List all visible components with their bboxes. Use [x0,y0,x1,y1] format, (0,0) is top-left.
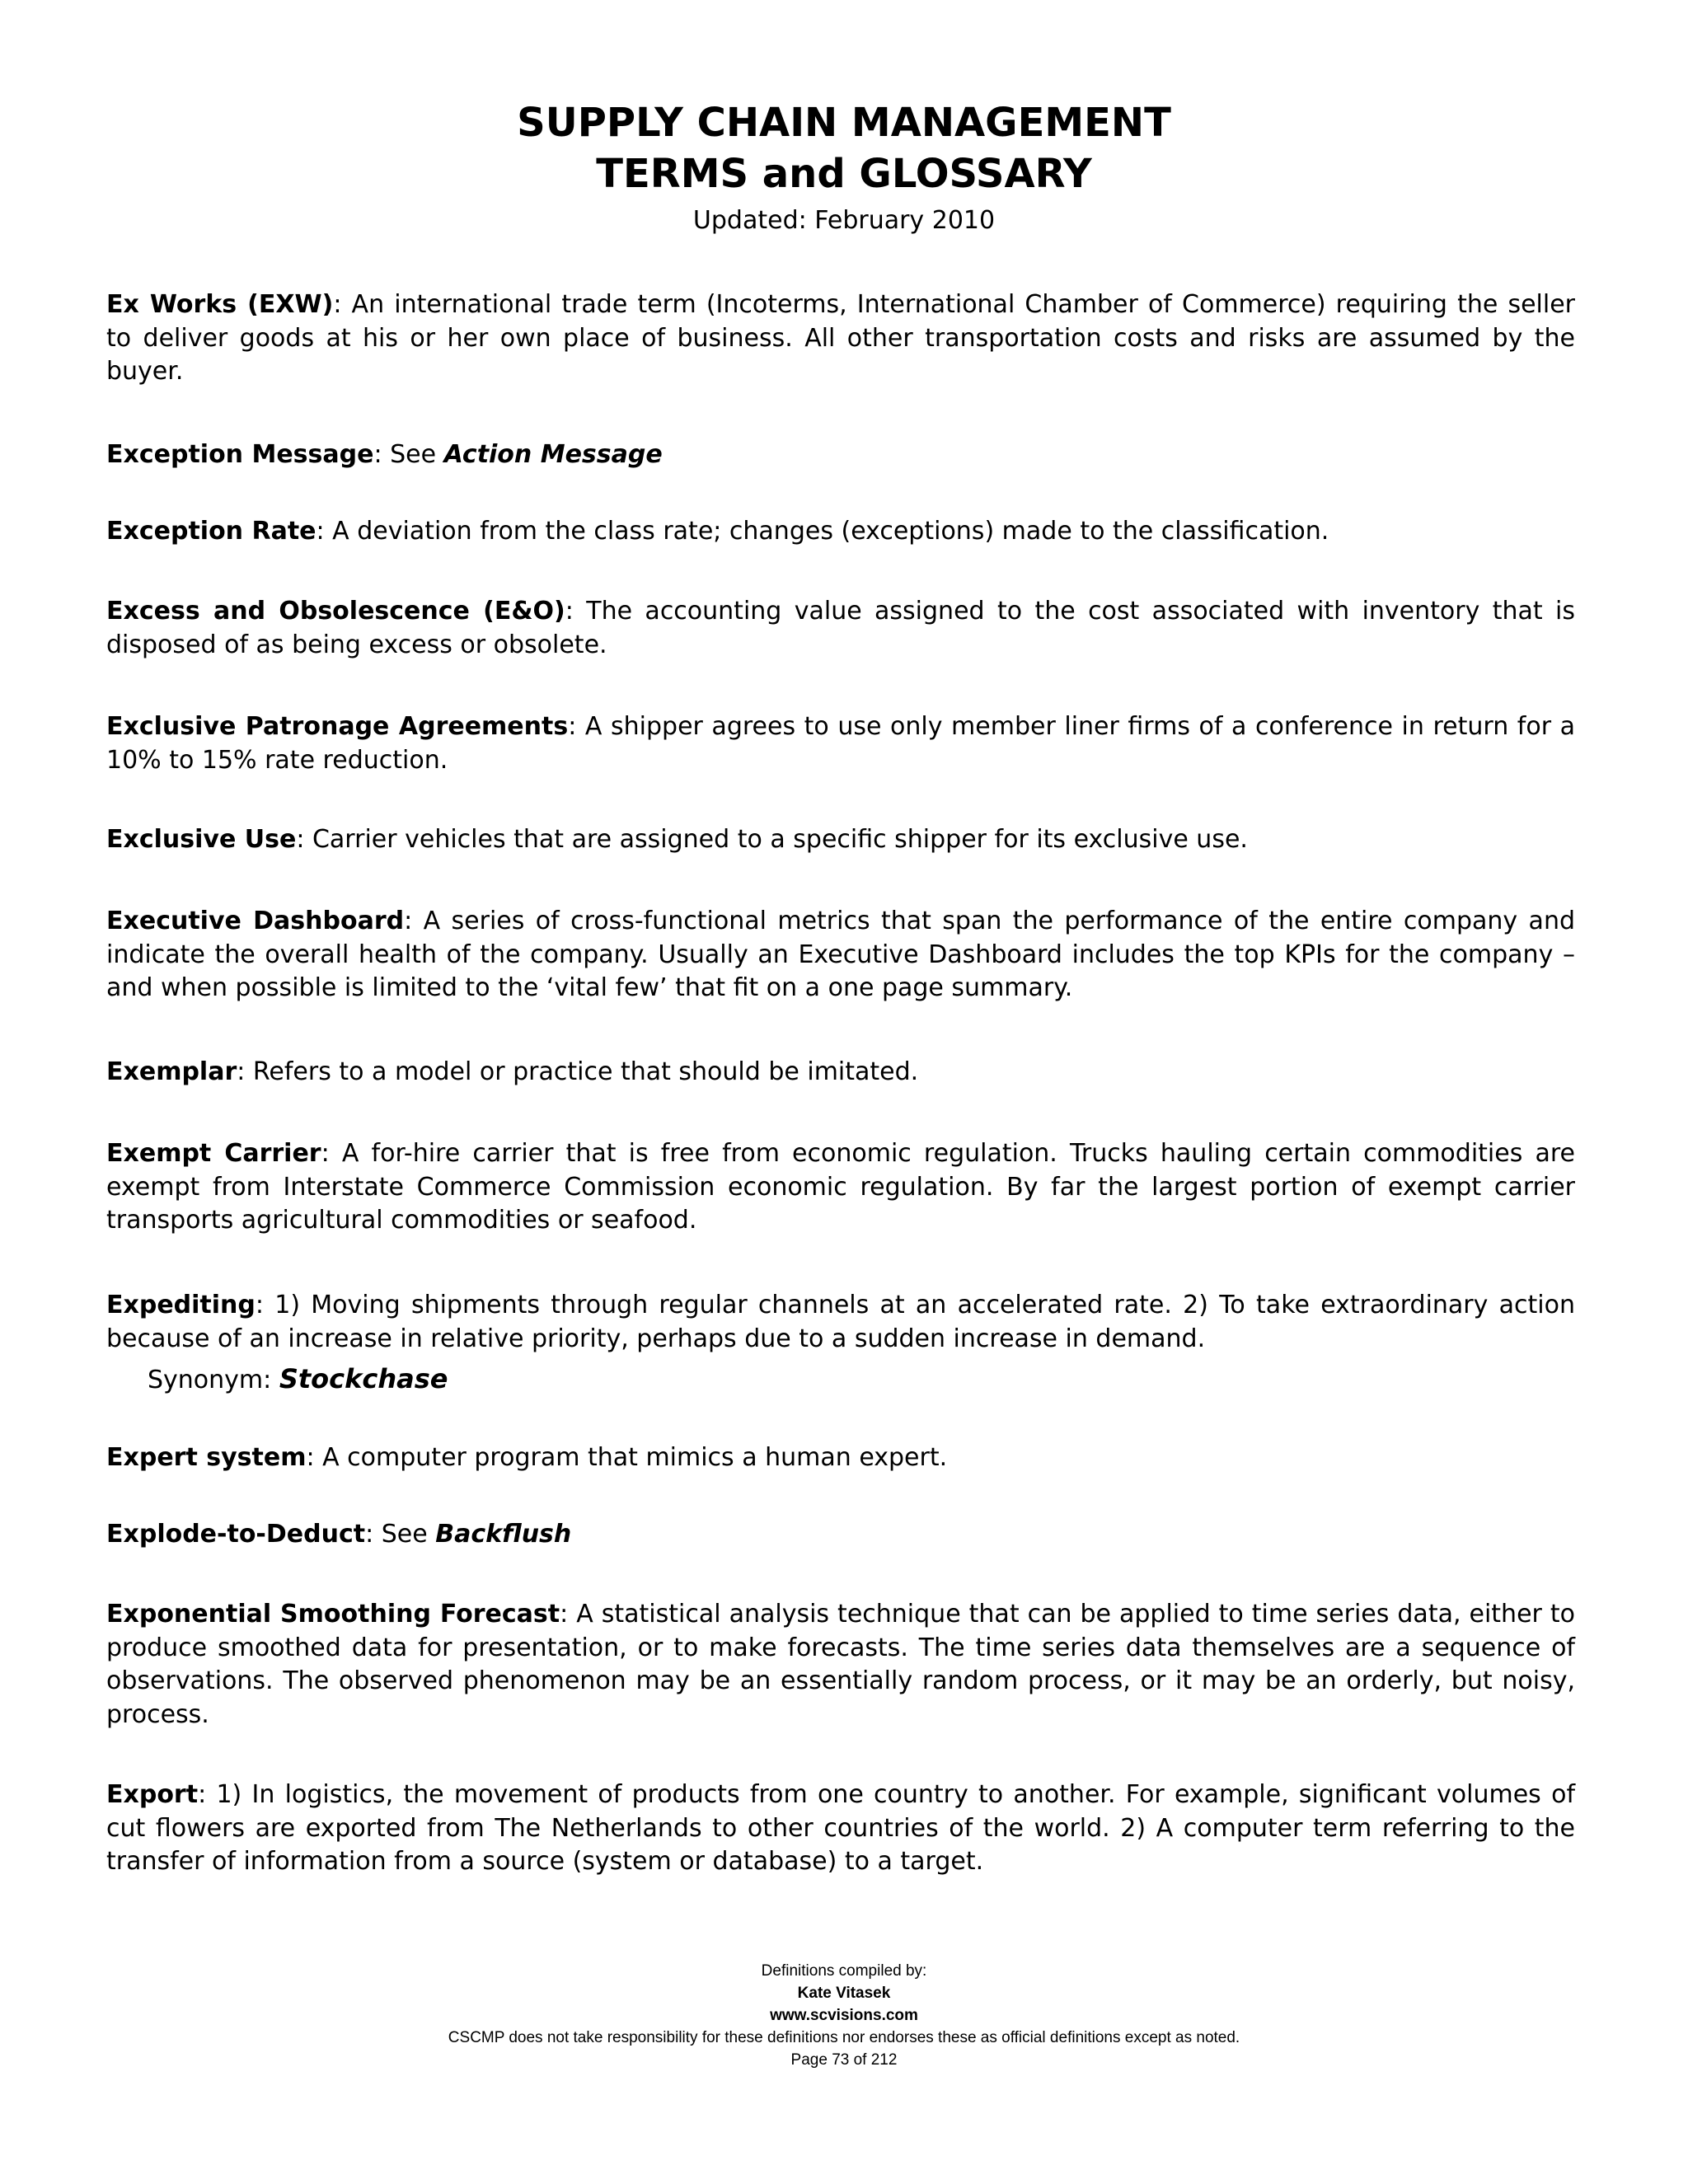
entry-term: Expert system [106,1443,307,1472]
footer-website: www.scvisions.com [770,2007,918,2024]
page-title-line-1: SUPPLY CHAIN MANAGEMENT [517,100,1171,146]
entry-term: Expediting [106,1291,256,1319]
glossary-entry-ex-works [106,288,1575,389]
synonym-label: Synonym: [148,1366,279,1394]
glossary-entry-exception-rate [106,515,1575,549]
entry-definition: : The accounting value assigned to the cost associated with inventory that is disposed of as being excess or obsolete. [106,597,1575,659]
entry-definition: : 1) Moving shipments through regular channels at an accelerated rate. 2) To take extraordinary action because of an increase in relative priority, perhaps due to a sudden increase in demand. [106,1291,1575,1353]
glossary-entry-exempt-carrier [106,1137,1575,1238]
cross-reference: Backflush [435,1520,572,1549]
footer-compiled-by: Definitions compiled by: [761,1962,927,1980]
entry-definition: : An international trade term (Incoterms, International Chamber of Commerce) requiring the seller to deliver goods at his or her own place of business. All other transportation costs and risks are assumed by the buyer. [106,290,1575,386]
entry-term: Exclusive Patronage Agreements [106,712,569,741]
glossary-entry-export [106,1779,1575,1879]
glossary-entry-exemplar [106,1056,1575,1090]
glossary-entry-exponential-smoothing [106,1598,1575,1732]
glossary-entry-excess-obsolescence [106,595,1575,662]
entry-definition: : A deviation from the class rate; changes (exceptions) made to the classification. [316,517,1329,546]
glossary-entry-exclusive-use [106,823,1575,857]
entry-definition: : See [365,1520,436,1549]
entry-term: Exclusive Use [106,825,297,854]
glossary-entry-expert-system [106,1441,1575,1475]
entry-term: Excess and Obsolescence (E&O) [106,597,565,626]
footer-author: Kate Vitasek [797,1985,891,2002]
entry-term: Export [106,1780,199,1809]
page-header [0,97,1688,237]
glossary-entry-expediting [106,1289,1575,1356]
entry-definition: : A statistical analysis technique that can be applied to time series data, either to produce smoothed data for presentation, or to make forecasts. The time series data themselves are a sequence of observations. The observed phenomenon may be an essentially random process, or it may be an orderly, but noisy, process. [106,1600,1575,1729]
synonym-term: Stockchase [279,1363,448,1394]
entry-term: Ex Works (EXW) [106,290,334,319]
glossary-entry-explode-to-deduct [106,1518,1575,1552]
entry-definition: : See [373,440,444,469]
glossary-entry-exception-message [106,438,1575,472]
entry-definition: : A for-hire carrier that is free from economic regulation. Trucks hauling certain commodities are exempt from Interstate Commerce Commission economic regulation. By far the largest portion of exempt carrier transports agricultural commodities or seafood. [106,1139,1575,1235]
footer-disclaimer: CSCMP does not take responsibility for these definitions nor endorses these as official definitions except as noted. [448,2029,1240,2046]
entry-definition: : Refers to a model or practice that should be imitated. [237,1057,919,1086]
footer-page-number: Page 73 of 212 [790,2051,898,2069]
entry-term: Executive Dashboard [106,907,405,935]
entry-term: Explode-to-Deduct [106,1520,366,1549]
page-footer [0,1960,1688,2071]
entry-definition: : 1) In logistics, the movement of products from one country to another. For example, significant volumes of cut flowers are exported from The Netherlands to other countries of the world. 2) A computer term referring to the transfer of information from a source (system or database) to a target. [106,1780,1575,1876]
entry-term: Exception Message [106,440,374,469]
entry-term: Exponential Smoothing Forecast [106,1600,560,1629]
glossary-entry-exclusive-patronage [106,710,1575,777]
entry-definition: : A series of cross-functional metrics that span the performance of the entire company and indicate the overall health of the company. Usually an Executive Dashboard includes the top KPIs for the company – and when possible is limited to the ‘vital few’ that fit on a one page summary. [106,907,1576,1002]
entry-definition: : Carrier vehicles that are assigned to a specific shipper for its exclusive use. [296,825,1248,854]
glossary-entry-executive-dashboard [106,905,1575,1005]
page-title-line-2: TERMS and GLOSSARY [596,151,1092,197]
entry-term: Exempt Carrier [106,1139,321,1168]
entry-term: Exemplar [106,1057,237,1086]
entry-definition: : A computer program that mimics a human expert. [306,1443,948,1472]
cross-reference: Action Message [443,440,663,469]
entry-definition: : A shipper agrees to use only member liner firms of a conference in return for a 10% to 15% rate reduction. [106,712,1575,775]
entry-synonym [148,1362,448,1397]
entry-term: Exception Rate [106,517,316,546]
updated-date: Updated: February 2010 [692,206,996,235]
